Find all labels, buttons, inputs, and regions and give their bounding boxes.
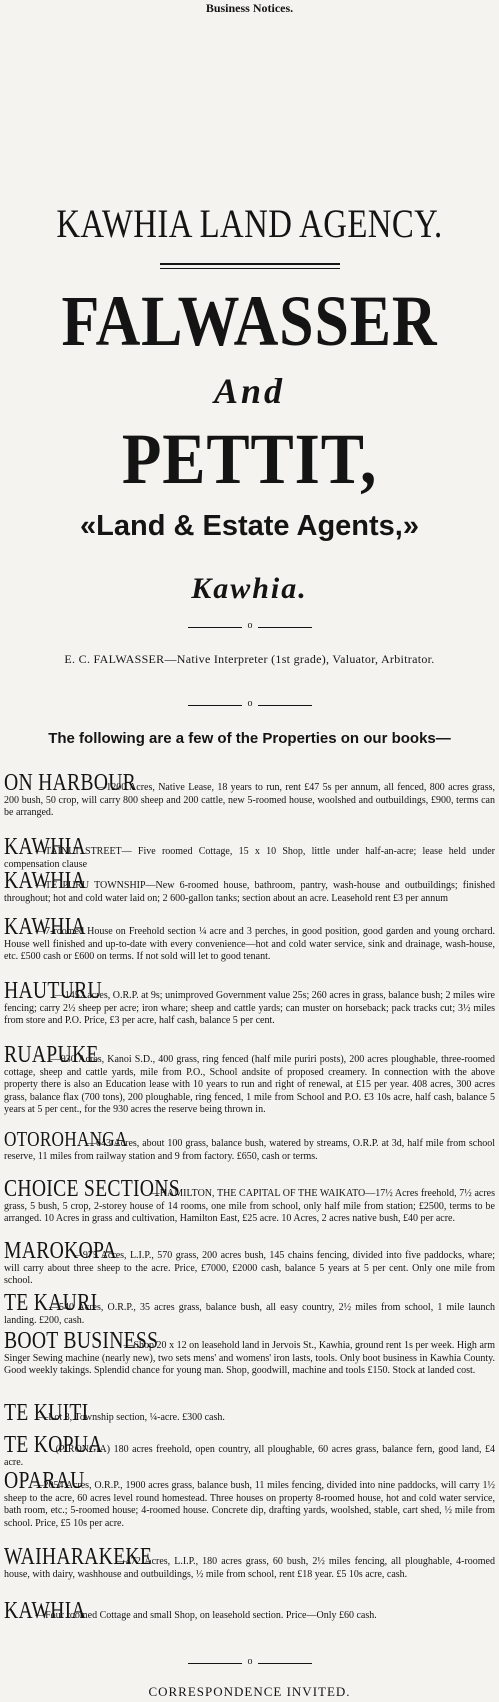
listing-location: KAWHIA: [4, 868, 86, 894]
listing-item: [4, 1600, 495, 1623]
listing-text: —472 Acres, L.I.P., 180 acres grass, 60 bush, 2½ miles fencing, all ploughable, 4-roomed house, with dairy, washhouse and outbuildings, ½ mile from school, rent £18 year. £5 10s acre, cash.: [4, 1556, 495, 1580]
firm-name-first: FALWASSER: [61, 281, 438, 361]
listing-location: ON HARBOUR: [4, 770, 137, 796]
listings-intro: The following are a few of the Properties on our books—: [48, 730, 451, 747]
listing-text: (PIRONGIA) 180 acres freehold, open country, all ploughable, 60 acres grass, balance fern, good land, £4 acre.: [4, 1444, 495, 1468]
listing-location: KAWHIA: [4, 834, 86, 860]
listing-item: [4, 836, 495, 871]
listing-item: [4, 1330, 495, 1378]
listing-text: —7-roomed House on Freehold section ¼ acre and 3 perches, in good position, good garden and young orchard. House well finished and up-to-date with every convenience—hot and cold water service, sink and drainage, wash-house, etc. £500 cash or £600 on terms. If not sold will let to good tenant.: [4, 926, 495, 962]
listing-text: —Lot 8, Township section, ¼-acre. £300 cash.: [38, 1412, 225, 1423]
listing-text: —2054 Acres, O.R.P., 1900 acres grass, balance bush, 11 miles fencing, divided into nine paddocks, will carry 1½ sheep to the acre, 60 acres level round homestead. Three houses on property 8-roomed house, hot and cold water service, bath room, etc.; 5-roomed house; 4-roomed house. Concrete dip, drafting yards, woolshed, stable, cart shed, ½ mile from school. Price, £5 10s per acre.: [4, 1480, 495, 1529]
firm-name-second: PETTIT,: [121, 419, 378, 499]
listing-item: [4, 980, 495, 1028]
listing-item: [4, 1128, 495, 1163]
listing-item: [4, 1402, 495, 1425]
firm-profession: «Land & Estate Agents,»: [80, 510, 419, 542]
listing-text: —TAINUI STREET— Five roomed Cottage, 15 x 10 Shop, little under half-an-acre; lease held under compensation clause: [4, 846, 495, 870]
listing-text: —540 Acres, O.R.P., 35 acres grass, balance bush, all easy country, 2½ miles from school, 1 mile launch landing. £200, cash.: [4, 1302, 495, 1326]
listing-location: KAWHIA: [4, 1598, 86, 1624]
listing-text: —Shop 20 x 12 on leasehold land in Jervois St., Kawhia, ground rent 1s per week. High arm Singer Sewing machine (nearly new), two sets mens' and womens' iron lasts, tools. Only boot business in Kawhia County. Good weekly takings. Splendid chance for young man. Shop, goodwill, machine and tools £150. Stock at landed cost.: [4, 1340, 495, 1376]
listing-text: —1200 Acres, Native Lease, 18 years to run, rent £47 5s per annum, all fenced, 800 acres grass, 200 bush, 50 crop, will carry 800 sheep and 200 cattle, new 5-roomed house, woolshed and outbuildings, £900, terms can be arranged.: [4, 782, 495, 818]
double-rule-divider: [160, 263, 340, 269]
agency-title: KAWHIA LAND AGENCY.: [56, 201, 443, 246]
listing-text: —TE PURU TOWNSHIP—New 6-roomed house, bathroom, pantry, wash-house and outbuildings; finished throughout; hot and cold water laid on; 2 600-gallon tanks; section about an acre. Leasehold rent £3 per annum: [4, 880, 495, 904]
ornament-divider: o: [188, 1658, 312, 1670]
listing-item: [4, 772, 495, 820]
listing-text: —1452 acres, O.R.P. at 9s; unimproved Government value 25s; 260 acres in grass, balance bush; 2 miles wire fencing; carry 2½ sheep per acre; iron whare; sheep and cattle yards; can muster on horseback; pack tracks cut; 3½ miles from store and P.O. Price, £3 per acre, half cash, balance 5 per cent.: [4, 990, 495, 1026]
firm-town: Kawhia.: [191, 572, 308, 605]
listing-item: [4, 1240, 495, 1288]
listing-location: MAROKOPA: [4, 1238, 117, 1264]
listing-item: [4, 870, 495, 905]
listing-text: —930 Acres, Kanoi S.D., 400 grass, ring fenced (half mile puriri posts), 200 acres ploughable, three-roomed cottage, sheep and cattle yards, mile from P.O., School andsite of proposed creamery. In connection with the above property there is also an Education lease with 10 years to run and right of renewal, at £15 per year. 408 acres, 300 acres grass, balance flax (700 tons), 200 ploughable, ring fenced, 1 mile from School and P.O. £3 10s acre, half cash, balance 5 years at 5 per cent., for the 930 acres the reserve being thrown in.: [4, 1054, 495, 1115]
listing-item: [4, 1292, 495, 1327]
listing-location: WAIHARAKEKE: [4, 1544, 153, 1570]
ornament-divider: o: [188, 622, 312, 634]
listing-item: [4, 1434, 495, 1469]
listing-location: CHOICE SECTIONS: [4, 1176, 180, 1202]
listing-item: [4, 1044, 495, 1117]
listing-text: —HAMILTON, THE CAPITAL OF THE WAIKATO—17½ Acres freehold, 7½ acres grass, 5 bush, 5 crop, 2-storey house of 14 rooms, one mile from school, only half mile from station; £2500, terms to be arranged. 10 Acres in grass and cultivation, Hamilton East, £25 acre. 10 Acres, 2 acres native bush, £40 per acre.: [4, 1188, 495, 1224]
listing-location: KAWHIA: [4, 914, 86, 940]
listing-location: TE KOPUA: [4, 1432, 103, 1458]
principal-credentials: E. C. FALWASSER—Native Interpreter (1st grade), Valuator, Arbitrator.: [64, 652, 435, 666]
listing-text: —975 Acres, L.I.P., 570 grass, 200 acres bush, 145 chains fencing, divided into five paddocks, whare; will carry about three sheep to the acre. Price, £7000, £2000 cash, balance 5 years at 5 per cent. Only one mile from school.: [4, 1250, 495, 1286]
firm-conjunction: And: [213, 371, 286, 411]
listing-text: —643 Acres, about 100 grass, balance bush, watered by streams, O.R.P. at 3d, half mile from school reserve, 11 miles from railway station and 9 from factory. £650, cash or terms.: [4, 1138, 495, 1162]
footer-note: CORRESPONDENCE INVITED.: [148, 1684, 351, 1699]
listing-location: TE KAURI: [4, 1290, 98, 1316]
listing-text: —Four roomed Cottage and small Shop, on leasehold section. Price—Only £60 cash.: [35, 1610, 377, 1621]
listing-item: [4, 1470, 495, 1530]
listing-location: OPARAU: [4, 1468, 85, 1494]
section-header: Business Notices.: [205, 1, 294, 15]
listing-location: TE KUITI: [4, 1400, 89, 1426]
listing-item: [4, 1178, 495, 1226]
listing-item: [4, 916, 495, 964]
listing-location: HAUTURU: [4, 978, 102, 1004]
listing-location: OTOROHANGA: [4, 1127, 128, 1151]
listing-location: BOOT BUSINESS: [4, 1328, 159, 1354]
listing-item: [4, 1546, 495, 1581]
ornament-divider: o: [188, 700, 312, 712]
listing-location: RUAPUKE: [4, 1042, 99, 1068]
